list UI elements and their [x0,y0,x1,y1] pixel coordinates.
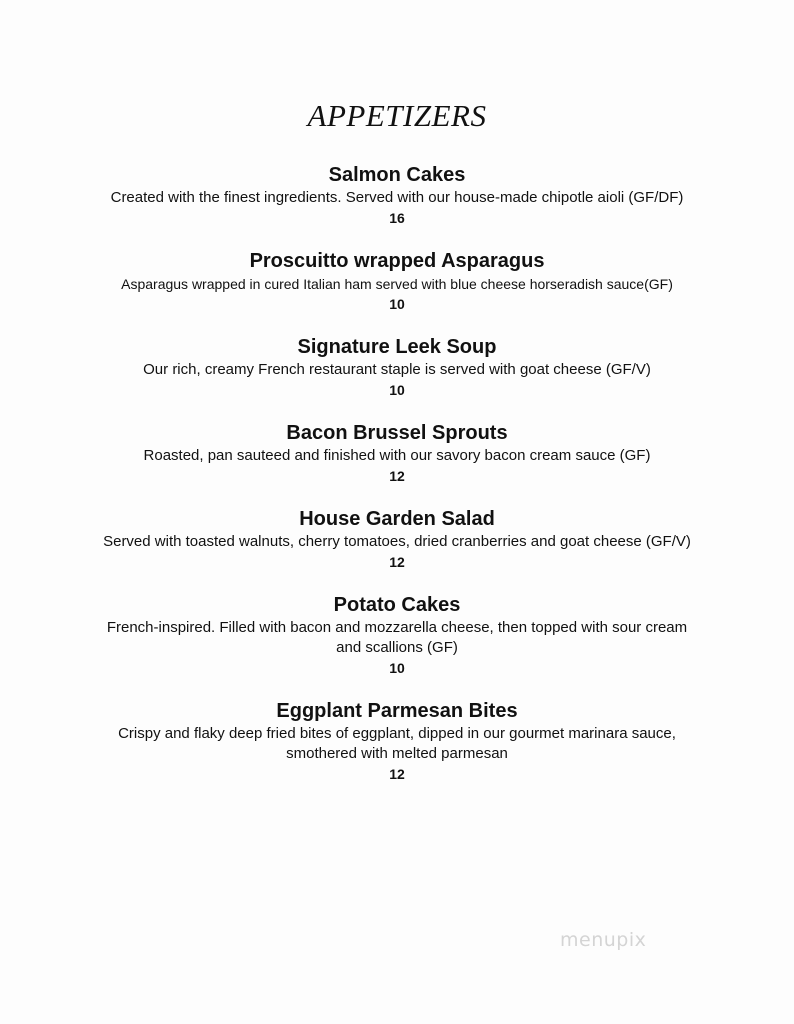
menu-item-list [0,164,794,806]
menu-item [0,508,794,572]
menu-item-name: Eggplant Parmesan Bites [276,700,518,722]
menu-item [0,594,794,678]
menu-item-description: Crispy and flaky deep fried bites of eggplant, dipped in our gourmet marinara sauce, smothered with melted parmesan [118,725,676,762]
menu-item-price: 10 [389,296,405,312]
menu-item-description: Our rich, creamy French restaurant staple is served with goat cheese (GF/V) [143,361,651,378]
menu-item-description: Roasted, pan sauteed and finished with our savory bacon cream sauce (GF) [143,447,651,464]
menu-item [0,422,794,486]
menu-item-description: Served with toasted walnuts, cherry tomatoes, dried cranberries and goat cheese (GF/V) [103,533,691,550]
menu-item-price: 12 [389,554,405,570]
menu-item [0,336,794,400]
menu-item-description: Created with the finest ingredients. Served with our house-made chipotle aioli (GF/DF) [110,189,684,206]
menu-item-name: Potato Cakes [333,594,461,616]
menu-item [0,700,794,784]
menu-item-name: Proscuitto wrapped Asparagus [249,250,545,272]
menu-item-price: 12 [389,468,405,484]
menu-item-name: House Garden Salad [299,508,495,530]
menupix-watermark: menupix [560,929,647,951]
menu-item [0,164,794,228]
menu-item-price: 10 [389,382,405,398]
menu-section-title: APPETIZERS [307,98,487,133]
menu-item-description: French-inspired. Filled with bacon and mozzarella cheese, then topped with sour cream and scallions (GF) [106,619,688,656]
menu-item [0,250,794,314]
menu-item-name: Signature Leek Soup [297,336,497,358]
menu-item-name: Salmon Cakes [328,164,466,186]
menu-item-description: Asparagus wrapped in cured Italian ham served with blue cheese horseradish sauce(GF) [121,276,673,292]
menu-item-price: 10 [389,660,405,676]
menu-item-name: Bacon Brussel Sprouts [286,422,508,444]
menu-item-price: 12 [389,766,405,782]
menu-item-price: 16 [389,210,405,226]
